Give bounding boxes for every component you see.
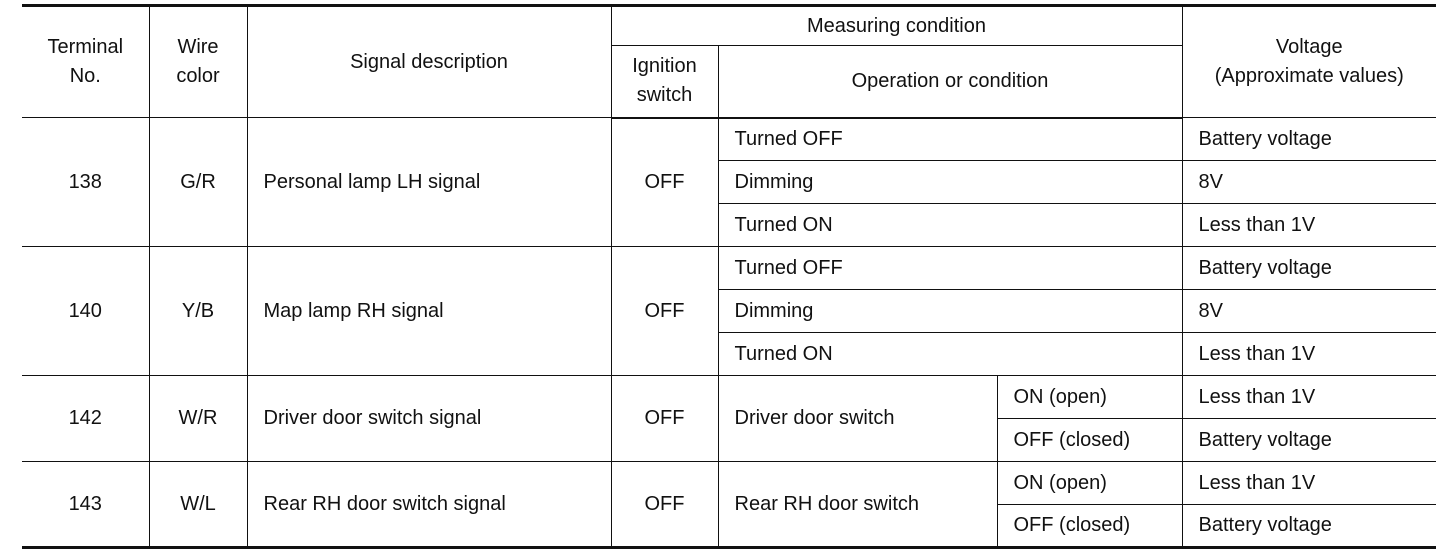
voltage-value: Battery voltage xyxy=(1182,419,1436,462)
voltage-value: Battery voltage xyxy=(1182,247,1436,290)
ignition-switch-state: OFF xyxy=(611,462,718,548)
terminal-number: 138 xyxy=(22,118,149,247)
voltage-value: Less than 1V xyxy=(1182,376,1436,419)
header-measuring-condition: Measuring condition xyxy=(611,6,1182,46)
header-terminal-no: Terminal No. xyxy=(22,6,149,118)
signal-description: Personal lamp LH signal xyxy=(247,118,611,247)
voltage-value: Less than 1V xyxy=(1182,204,1436,247)
ignition-switch-state: OFF xyxy=(611,247,718,376)
operation-condition: Turned ON xyxy=(718,333,1182,376)
terminal-number: 143 xyxy=(22,462,149,548)
terminal-table-container xyxy=(22,4,1436,549)
terminal-signal-table xyxy=(22,4,1436,549)
voltage-value: 8V xyxy=(1182,290,1436,333)
wire-color: G/R xyxy=(149,118,247,247)
ignition-switch-state: OFF xyxy=(611,376,718,462)
operation-condition: Dimming xyxy=(718,290,1182,333)
table-row xyxy=(22,462,1436,505)
voltage-value: 8V xyxy=(1182,161,1436,204)
terminal-number: 140 xyxy=(22,247,149,376)
terminal-number: 142 xyxy=(22,376,149,462)
header-voltage: Voltage (Approximate values) xyxy=(1182,6,1436,118)
operation-condition: Turned OFF xyxy=(718,118,1182,161)
operation-condition: Dimming xyxy=(718,161,1182,204)
wire-color: Y/B xyxy=(149,247,247,376)
voltage-value: Less than 1V xyxy=(1182,462,1436,505)
voltage-value: Less than 1V xyxy=(1182,333,1436,376)
table-row xyxy=(22,118,1436,161)
operation-condition: Turned OFF xyxy=(718,247,1182,290)
operation-condition: Turned ON xyxy=(718,204,1182,247)
header-signal-description: Signal description xyxy=(247,6,611,118)
voltage-value: Battery voltage xyxy=(1182,505,1436,548)
switch-state: OFF (closed) xyxy=(997,419,1182,462)
operation-condition: Driver door switch xyxy=(718,376,997,462)
wire-color: W/R xyxy=(149,376,247,462)
switch-state: ON (open) xyxy=(997,462,1182,505)
voltage-value: Battery voltage xyxy=(1182,118,1436,161)
table-row xyxy=(22,247,1436,290)
header-ignition-switch: Ignition switch xyxy=(611,46,718,118)
table-row xyxy=(22,376,1436,419)
wire-color: W/L xyxy=(149,462,247,548)
operation-condition: Rear RH door switch xyxy=(718,462,997,548)
signal-description: Rear RH door switch signal xyxy=(247,462,611,548)
switch-state: ON (open) xyxy=(997,376,1182,419)
signal-description: Driver door switch signal xyxy=(247,376,611,462)
header-operation-or-condition: Operation or condition xyxy=(718,46,1182,118)
header-wire-color: Wire color xyxy=(149,6,247,118)
switch-state: OFF (closed) xyxy=(997,505,1182,548)
ignition-switch-state: OFF xyxy=(611,118,718,247)
signal-description: Map lamp RH signal xyxy=(247,247,611,376)
